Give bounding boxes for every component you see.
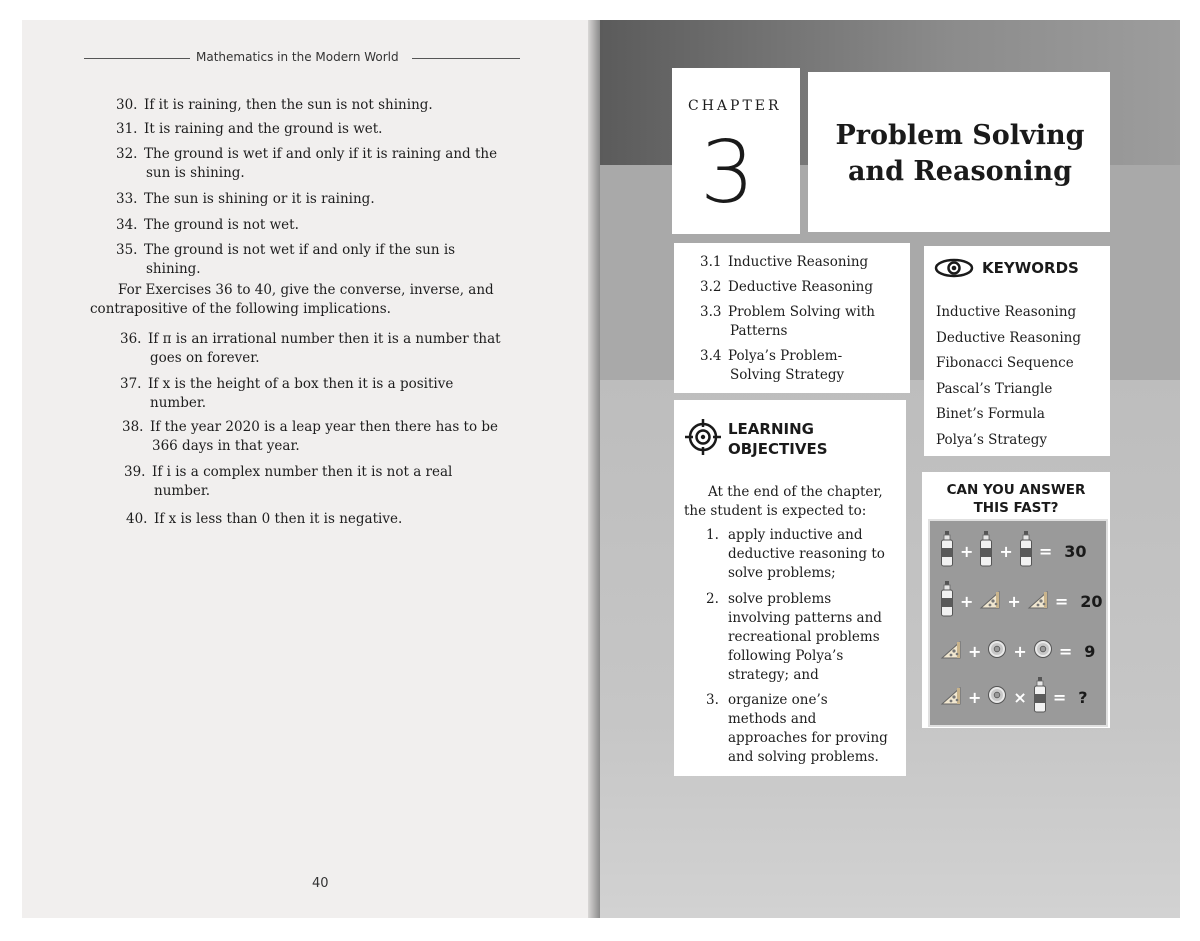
keyword: Binet’s Formula bbox=[936, 406, 1045, 422]
operator: + bbox=[960, 591, 974, 611]
quiz-header: CAN YOU ANSWER THIS FAST? bbox=[946, 482, 1086, 516]
pizza-icon bbox=[940, 684, 962, 706]
keywords-title: KEYWORDS bbox=[982, 259, 1079, 277]
operator: × bbox=[1013, 687, 1027, 707]
quiz-result: ? bbox=[1078, 687, 1088, 707]
donut-item bbox=[1033, 639, 1053, 663]
chapter-label: CHAPTER bbox=[688, 98, 782, 114]
pizza-icon bbox=[979, 588, 1001, 610]
quiz-result: 20 bbox=[1080, 591, 1103, 611]
toc-item: 3.3 Problem Solving with Patterns bbox=[700, 304, 875, 339]
bottle-item bbox=[1033, 677, 1047, 717]
objective-3: 3. organize one’s methods and approaches for proving and solving problems. bbox=[706, 692, 888, 765]
operator: + bbox=[1013, 641, 1027, 661]
keyword: Pascal’s Triangle bbox=[936, 380, 1053, 397]
bottle-item bbox=[979, 531, 993, 571]
target-icon bbox=[684, 418, 722, 456]
equals-sign: = bbox=[1054, 591, 1069, 611]
eye-icon bbox=[934, 258, 974, 278]
pizza-item bbox=[1027, 588, 1049, 614]
pizza-item bbox=[940, 684, 962, 710]
quiz-row-1 bbox=[940, 533, 1086, 569]
keyword: Fibonacci Sequence bbox=[936, 355, 1074, 371]
equals-sign: = bbox=[1058, 641, 1073, 661]
exercise-39: 39. If i is a complex number then it is not a real number. bbox=[124, 464, 453, 499]
bottle-item bbox=[1019, 531, 1033, 571]
quiz-result: 30 bbox=[1064, 541, 1087, 561]
quiz-row-3 bbox=[940, 633, 1095, 669]
exercise-33: 33. The sun is shining or it is raining. bbox=[116, 191, 375, 207]
keywords-header bbox=[934, 258, 1079, 278]
title-line-1: Problem Solving bbox=[835, 120, 1085, 151]
keyword: Inductive Reasoning bbox=[936, 304, 1077, 320]
exercise-30: 30. If it is raining, then the sun is not shining. bbox=[116, 97, 433, 113]
objectives-intro: At the end of the chapter, the student is expected to: bbox=[684, 484, 883, 519]
operator: + bbox=[960, 541, 974, 561]
bottle-icon bbox=[1019, 531, 1033, 567]
exercise-32: 32. The ground is wet if and only if it is raining and the sun is shining. bbox=[116, 146, 498, 181]
toc-item: 3.1 Inductive Reasoning bbox=[700, 254, 869, 270]
chapter-number: 3 bbox=[700, 123, 755, 223]
operator: + bbox=[968, 641, 982, 661]
keyword: Deductive Reasoning bbox=[936, 329, 1081, 346]
exercise-37: 37. If x is the height of a box then it is a positive number. bbox=[120, 376, 454, 411]
bottle-item bbox=[940, 581, 954, 621]
exercise-38: 38. If the year 2020 is a leap year then there has to be 366 days in that year. bbox=[122, 419, 499, 454]
bottle-icon bbox=[940, 531, 954, 567]
quiz-result: 9 bbox=[1084, 641, 1096, 661]
table-of-contents bbox=[700, 253, 900, 391]
quiz-puzzle bbox=[928, 519, 1108, 727]
bottle-item bbox=[940, 531, 954, 571]
quiz-row-2 bbox=[940, 583, 1102, 619]
donut-item bbox=[987, 639, 1007, 663]
bottle-icon bbox=[940, 581, 954, 617]
title-line-2: and Reasoning bbox=[847, 156, 1073, 187]
bottle-icon bbox=[979, 531, 993, 567]
equals-sign: = bbox=[1038, 541, 1053, 561]
toc-item: 3.4 Polya’s Problem- Solving Strategy bbox=[700, 348, 845, 383]
objective-2: 2. solve problems involving patterns and recreational problems following Polya’s strategy; and bbox=[706, 591, 882, 683]
objective-1: 1. apply inductive and deductive reasoning to solve problems; bbox=[706, 527, 885, 581]
keywords-list bbox=[936, 300, 1081, 453]
page-number: 40 bbox=[312, 876, 329, 891]
exercise-40: 40. If x is less than 0 then it is negative. bbox=[126, 511, 403, 527]
toc-item: 3.2 Deductive Reasoning bbox=[700, 279, 873, 295]
exercise-31: 31. It is raining and the ground is wet. bbox=[116, 121, 383, 137]
operator: + bbox=[1007, 591, 1021, 611]
exercise-35: 35. The ground is not wet if and only if the sun is shining. bbox=[116, 242, 456, 277]
pizza-item bbox=[979, 588, 1001, 614]
exercise-36: 36. If π is an irrational number then it is a number that goes on forever. bbox=[120, 331, 501, 366]
running-header: Mathematics in the Modern World bbox=[196, 50, 399, 64]
donut-icon bbox=[987, 639, 1007, 659]
operator: + bbox=[968, 687, 982, 707]
pizza-icon bbox=[1027, 588, 1049, 610]
instruction-paragraph: For Exercises 36 to 40, give the converse, inverse, and contrapositive of the following implications. bbox=[90, 282, 494, 317]
header-rule-right bbox=[412, 58, 520, 59]
chapter-title bbox=[810, 118, 1110, 190]
keyword: Polya’s Strategy bbox=[936, 431, 1048, 448]
equals-sign: = bbox=[1052, 687, 1067, 707]
donut-icon bbox=[987, 685, 1007, 705]
bottle-icon bbox=[1033, 677, 1047, 713]
quiz-row-4 bbox=[940, 679, 1088, 715]
donut-item bbox=[987, 685, 1007, 709]
book-gutter bbox=[588, 20, 600, 918]
operator: + bbox=[999, 541, 1013, 561]
pizza-icon bbox=[940, 638, 962, 660]
objectives-header: LEARNING OBJECTIVES bbox=[728, 420, 828, 458]
exercise-34: 34. The ground is not wet. bbox=[116, 217, 299, 233]
pizza-item bbox=[940, 638, 962, 664]
donut-icon bbox=[1033, 639, 1053, 659]
header-rule-left bbox=[84, 58, 190, 59]
